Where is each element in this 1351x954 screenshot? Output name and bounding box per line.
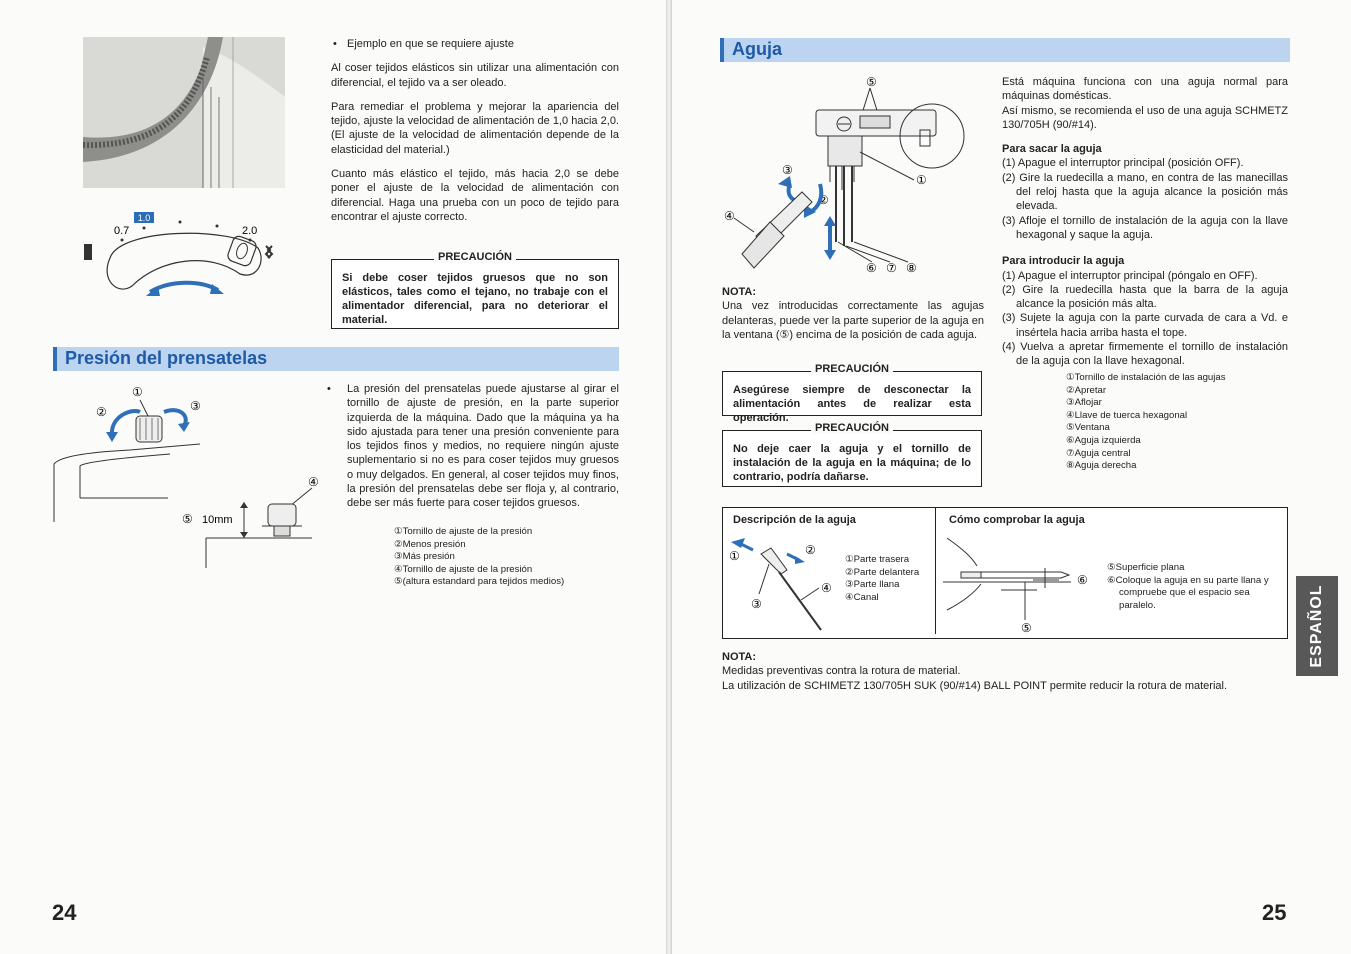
label-2: ② <box>818 193 829 207</box>
presser-pressure-diagram <box>50 380 325 570</box>
introducir-step: (1) Apague el interruptor principal (póngalo en OFF). <box>1002 269 1258 282</box>
aguja-section-bar <box>720 38 1290 62</box>
label-8: ⑧ <box>906 261 917 275</box>
left-page <box>0 0 668 954</box>
label-5: ⑤ <box>1021 621 1032 635</box>
caution-title: PRECAUCIÓN <box>434 251 516 263</box>
aguja-legend-item: ⑧Aguja derecha <box>1066 460 1137 472</box>
presion-legend <box>394 526 624 589</box>
dial-min-label: 0.7 <box>114 225 130 237</box>
aguja-legend-item: ④Llave de tuerca hexagonal <box>1066 409 1188 421</box>
label-1: ① <box>132 385 143 399</box>
label-6: ⑥ <box>866 261 877 275</box>
needle-box <box>722 507 1288 639</box>
check-legend <box>1107 562 1283 612</box>
check-title: Cómo comprobar la aguja <box>949 514 1085 526</box>
aguja-legend <box>1066 372 1286 473</box>
nota2-line1: Medidas preventivas contra la rotura de material. <box>722 665 961 678</box>
dial-max-label: 2.0 <box>242 225 258 237</box>
caution-body: Asegúrese siempre de desconectar la alimentación antes de realizar esta operación. <box>733 384 971 424</box>
aguja-legend-item: ③Aflojar <box>1066 397 1102 409</box>
adjust-text-block <box>331 37 619 224</box>
language-tab-label: ESPAÑOL <box>1308 584 1325 668</box>
introducir-step: (3) Sujete la aguja con la parte curvada de cara a Vd. e insértela hacia arriba hasta el tope. <box>1002 312 1288 339</box>
introducir-step: (4) Vuelva a apretar firmemente el tornillo de instalación de la aguja con la llave hexagonal. <box>1002 341 1288 368</box>
adjust-bullet: • Ejemplo en que se requiere ajuste <box>333 38 514 50</box>
label-4: ④ <box>308 475 319 489</box>
desc-legend-item: ③Parte llana <box>845 579 900 591</box>
label-5: ⑤ <box>182 512 193 526</box>
nota2-line2: La utilización de SCHIMETZ 130/705H SUK (90/#14) BALL POINT permite reducir la rotura de material. <box>722 679 1228 692</box>
sacar-step: (1) Apague el interruptor principal (posición OFF). <box>1002 157 1244 170</box>
presion-title: Presión del prensatelas <box>65 348 268 368</box>
height-label: 10mm <box>202 514 233 526</box>
label-7: ⑦ <box>886 261 897 275</box>
introducir-heading: Para introducir la aguja <box>1002 255 1125 268</box>
aguja-legend-item: ⑥Aguja izquierda <box>1066 434 1141 446</box>
fabric-stitch-photo <box>83 37 285 188</box>
desc-legend-item: ②Parte delantera <box>845 566 920 578</box>
label-2: ② <box>96 405 107 419</box>
label-3: ③ <box>751 597 762 611</box>
label-2: ② <box>805 543 816 557</box>
adjust-arrow-icon <box>150 283 218 292</box>
needle-install-diagram <box>720 72 980 282</box>
aguja-legend-item: ⑤Ventana <box>1066 422 1110 434</box>
adjust-p3: Cuanto más elástico el tejido, más hacia 2,0 se debe poner el ajuste de la velocidad de alimentación con diferencial. Haga una prueba con un poco de tejido para encontrar el ajuste correcto. <box>331 168 619 223</box>
nota-text: Una vez introducidas correctamente las agujas delanteras, puede ver la parte superior de la aguja en la ventana (⑤) encima de la posición de cada aguja. <box>722 300 984 341</box>
label-6: ⑥ <box>1077 573 1088 587</box>
needle-check-diagram <box>941 532 1101 636</box>
presion-legend-item: ⑤(altura estandard para tejidos medios) <box>394 576 565 588</box>
label-4: ④ <box>821 581 832 595</box>
pressure-screw-side-icon <box>268 504 296 526</box>
caution-title: PRECAUCIÓN <box>811 363 893 375</box>
aguja-legend-item: ②Apretar <box>1066 384 1107 396</box>
aguja-intro-2: Así mismo, se recomienda el uso de una aguja SCHMETZ 130/705H (90/#14). <box>1002 104 1288 131</box>
desc-legend <box>845 554 919 604</box>
aguja-legend-item: ①Tornillo de instalación de las agujas <box>1066 372 1226 383</box>
presion-section-bar <box>53 347 619 371</box>
presion-legend-item: ①Tornillo de ajuste de la presión <box>394 526 533 537</box>
aguja-intro-1: Está máquina funciona con una aguja normal para máquinas domésticas. <box>1002 76 1288 103</box>
needle-icon <box>779 572 821 630</box>
adjust-p2: Para remediar el problema y mejorar la apariencia del tejido, ajuste la velocidad de alimentación de 1,0 hacia 2,0. (El ajuste de la velocidad de alimentación depende de la elasticidad del material.) <box>331 100 619 156</box>
aguja-title: Aguja <box>732 39 783 59</box>
caution-body: No deje caer la aguja y el tornillo de instalación de la aguja en la máquina; de lo contrario, podría dañarse. <box>733 443 971 483</box>
label-1: ① <box>916 173 927 187</box>
tighten-arrow-icon <box>810 184 821 212</box>
stretch-stitch-symbol <box>266 246 272 258</box>
label-4: ④ <box>724 209 735 223</box>
nota-block <box>722 285 984 342</box>
label-5: ⑤ <box>866 75 877 89</box>
caution-box-3 <box>722 422 982 487</box>
presion-legend-item: ②Menos presión <box>394 538 466 550</box>
aguja-legend-item: ⑦Aguja central <box>1066 447 1131 459</box>
nota-heading: NOTA: <box>722 286 757 298</box>
language-tab <box>1296 576 1338 676</box>
label-3: ③ <box>782 163 793 177</box>
right-page <box>672 0 1351 954</box>
presion-text-block <box>327 382 619 511</box>
sacar-step: (3) Afloje el tornillo de instalación de la aguja con la llave hexagonal y saque la aguja. <box>1002 214 1288 241</box>
feed-dial-diagram <box>80 208 280 300</box>
nota2-heading: NOTA: <box>722 651 757 663</box>
caution-box-1 <box>331 251 619 329</box>
straight-stitch-symbol <box>84 244 92 260</box>
nota2-block <box>722 650 1302 693</box>
adjust-p1: Al coser tejidos elásticos sin utilizar una alimentación con diferencial, el tejido va a ser oleado. <box>331 62 619 89</box>
needle-description-diagram <box>725 534 845 634</box>
sacar-step: (2) Gire la ruedecilla a mano, en contra de las manecillas del reloj hasta que la aguja alcance la posición más elevada. <box>1002 171 1288 213</box>
sacar-heading: Para sacar la aguja <box>1002 143 1102 156</box>
dial-value-marker: 1.0 <box>137 213 151 223</box>
label-3: ③ <box>190 399 201 413</box>
desc-legend-item: ①Parte trasera <box>845 554 910 565</box>
desc-title: Descripción de la aguja <box>733 514 856 526</box>
check-needle-icon <box>981 572 1069 578</box>
presion-bullet: • La presión del prensatelas puede ajustarse al girar el tornillo de ajuste de presión, en la parte superior izquierda de la máquina. Dado que la máquina ya ha sido ajustada para tener una presión conveniente para los tejidos finos y medios, no requiere ningún ajuste suplementario si no es para coser tejidos muy gruesos o muy delgados. En general, al coser tejidos muy finos, la presión del prensatelas debe ser floja y, al contrario, debe ser más fuerte para coser tejidos gruesos. <box>327 383 619 510</box>
presion-legend-item: ③Más presión <box>394 551 455 563</box>
desc-legend-item: ④Canal <box>845 591 879 603</box>
page-number-right: 25 <box>1262 900 1287 925</box>
aguja-text-block <box>1002 75 1288 369</box>
introducir-step: (2) Gire la ruedecilla hasta que la barra de la aguja alcance la posición más alta. <box>1002 283 1288 311</box>
presion-legend-item: ④Tornillo de ajuste de la presión <box>394 563 533 575</box>
check-legend-item: ⑤Superficie plana <box>1107 562 1185 573</box>
page-number-left: 24 <box>52 900 77 925</box>
check-legend-item: ⑥Coloque la aguja en su parte llana y compruebe que el espacio sea paralelo. <box>1107 574 1269 611</box>
caution-box-2 <box>722 363 982 424</box>
label-1: ① <box>729 549 740 563</box>
caution-body: Si debe coser tejidos gruesos que no son elásticos, tales como el tejano, no trabaje con el alimentador diferencial, para no deteriorar el material. <box>342 272 608 326</box>
caution-title: PRECAUCIÓN <box>811 422 893 434</box>
